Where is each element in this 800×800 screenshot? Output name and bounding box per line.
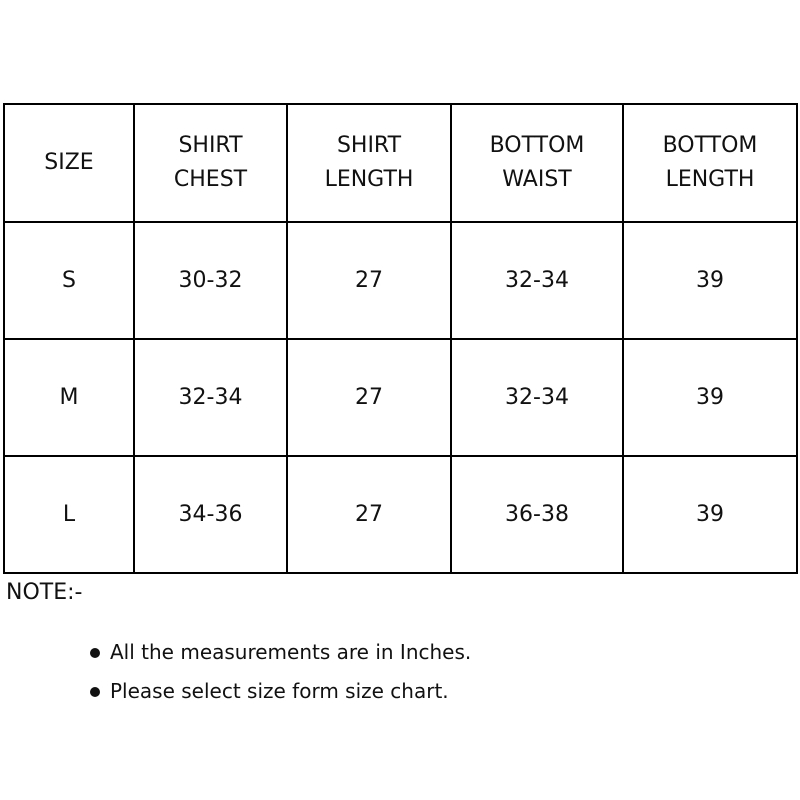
header-bottom-waist	[451, 104, 623, 222]
header-line: LENGTH	[665, 167, 755, 192]
bottom-length-cell: 39	[623, 222, 797, 339]
header-line: SHIRT	[336, 133, 402, 158]
shirt-chest-cell: 34-36	[134, 456, 287, 573]
note-text: Please select size form size chart.	[110, 679, 449, 703]
shirt-chest-cell: 32-34	[134, 339, 287, 456]
bottom-length-cell: 39	[623, 339, 797, 456]
table-row	[4, 222, 797, 339]
shirt-length-cell: 27	[287, 456, 451, 573]
size-chart-table	[3, 103, 798, 574]
bottom-length-cell: 39	[623, 456, 797, 573]
list-item	[90, 672, 471, 711]
bottom-waist-cell: 32-34	[451, 222, 623, 339]
note-list	[90, 633, 471, 711]
table-row	[4, 456, 797, 573]
note-text: All the measurements are in Inches.	[110, 640, 472, 664]
header-line: BOTTOM	[662, 133, 758, 158]
shirt-length-cell: 27	[287, 339, 451, 456]
size-cell: S	[4, 222, 134, 339]
header-size	[4, 104, 134, 222]
bullet-icon	[90, 648, 100, 658]
list-item	[90, 633, 471, 672]
note-label: NOTE:-	[6, 580, 83, 605]
bullet-icon	[90, 687, 100, 697]
header-shirt-chest	[134, 104, 287, 222]
shirt-chest-cell: 30-32	[134, 222, 287, 339]
bottom-waist-cell: 32-34	[451, 339, 623, 456]
size-cell: M	[4, 339, 134, 456]
header-line: SHIRT	[178, 133, 243, 158]
header-bottom-length	[623, 104, 797, 222]
shirt-length-cell: 27	[287, 222, 451, 339]
table-header-row	[4, 104, 797, 222]
header-shirt-length	[287, 104, 451, 222]
header-line: BOTTOM	[489, 133, 585, 158]
header-line: CHEST	[173, 167, 248, 192]
header-line: SIZE	[44, 150, 94, 175]
header-line: WAIST	[502, 167, 572, 192]
bottom-waist-cell: 36-38	[451, 456, 623, 573]
size-cell: L	[4, 456, 134, 573]
header-line: LENGTH	[324, 167, 414, 192]
table-row	[4, 339, 797, 456]
